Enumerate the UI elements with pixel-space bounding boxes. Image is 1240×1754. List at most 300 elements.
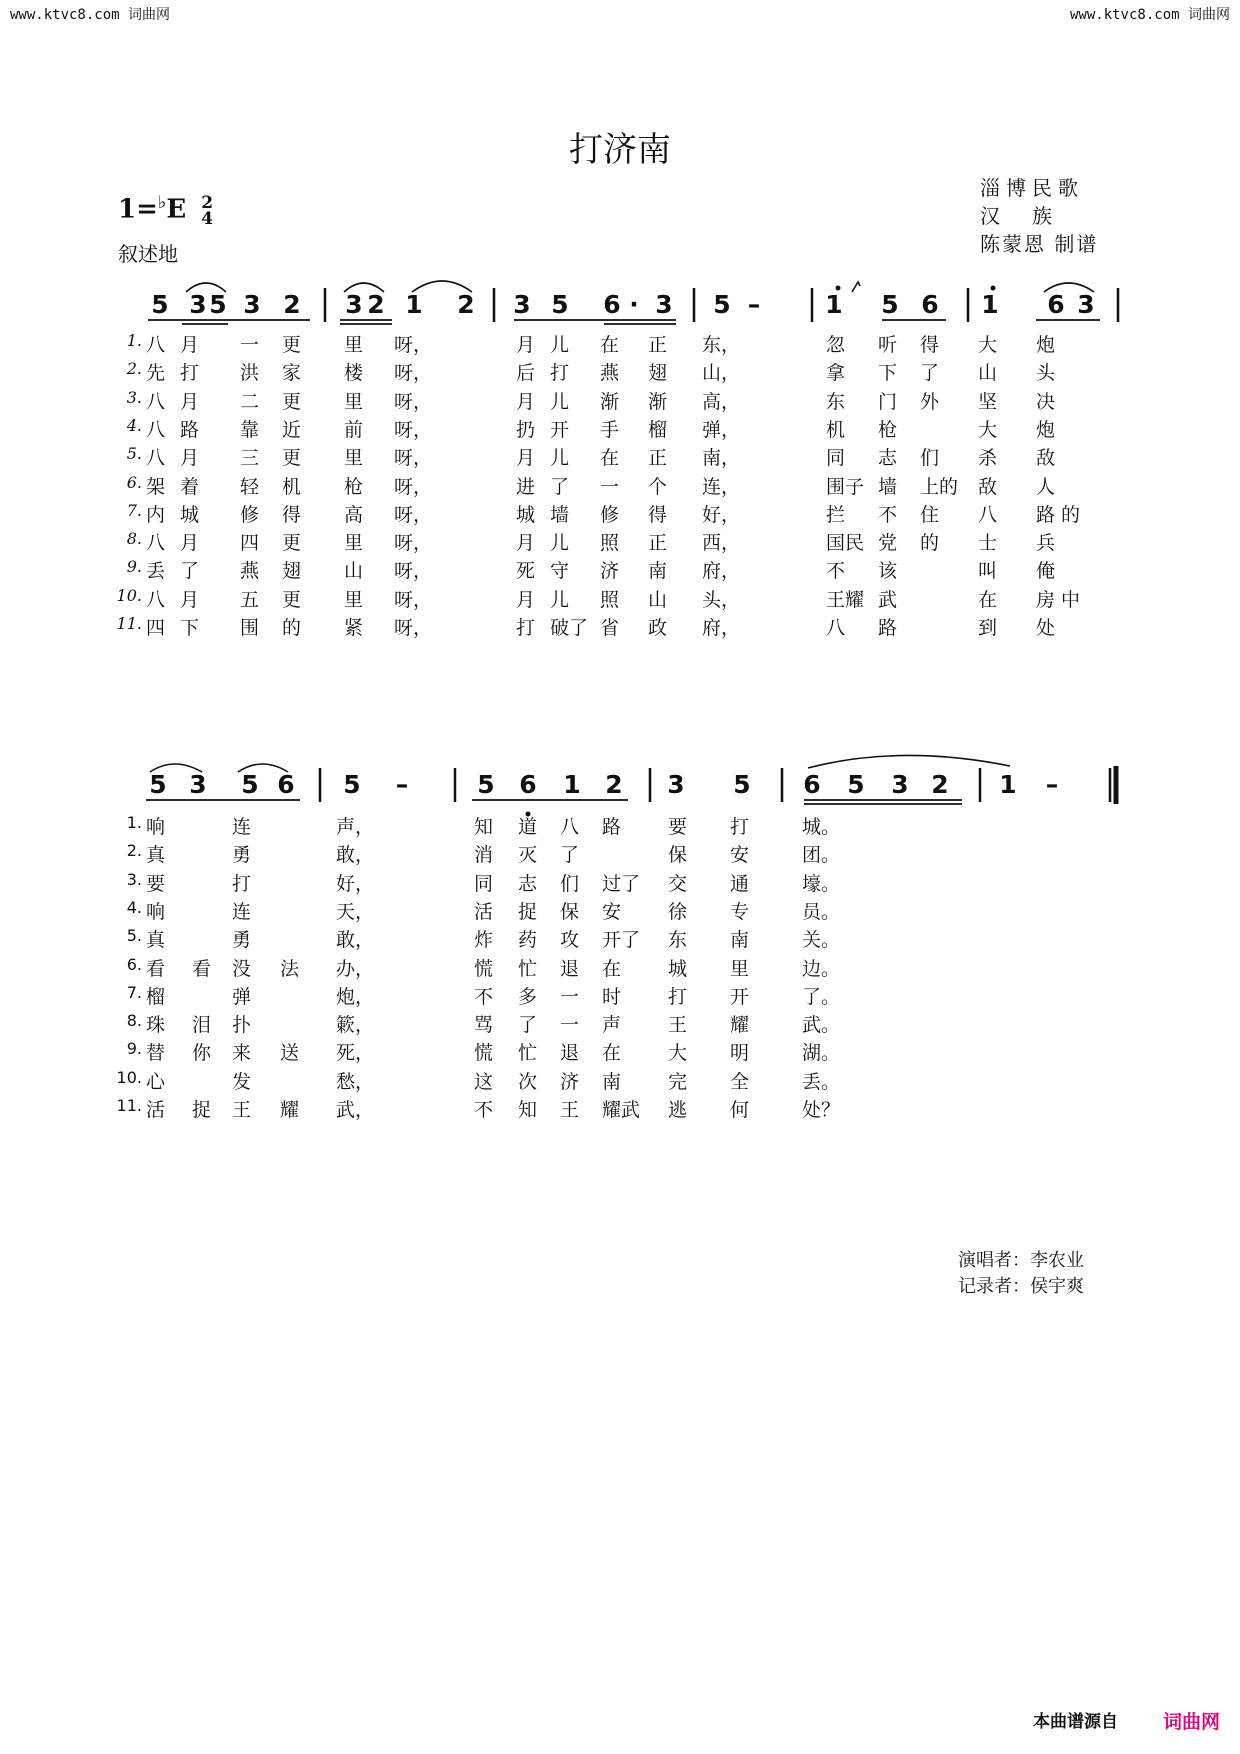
lyric-syllable: 山，: [702, 362, 741, 385]
lyric-syllable: 王: [560, 1099, 580, 1121]
lyric-syllable: 前: [344, 418, 364, 441]
verse-number: 7.: [126, 500, 142, 520]
lyric-syllable: 法: [280, 957, 300, 980]
lyric-syllable: 安: [602, 900, 622, 923]
lyric-syllable: 在: [600, 334, 620, 356]
lyric-syllable: 慌: [474, 1042, 494, 1065]
lyric-syllable: 知: [518, 1099, 538, 1121]
lyric-syllable: 更: [282, 334, 302, 356]
lyric-syllable: 捉: [192, 1099, 212, 1121]
lyric-syllable: 榴: [146, 985, 166, 1008]
lyric-syllable: 路 的: [1036, 503, 1081, 526]
lyric-syllable: 燕: [600, 362, 620, 385]
jianpu-note: 5: [551, 290, 569, 319]
lyric-syllable: 枪: [344, 475, 364, 498]
lyric-syllable: 先: [146, 362, 166, 385]
lyric-syllable: 月: [516, 447, 536, 470]
lyric-syllable: 忙: [518, 957, 538, 980]
lyric-syllable: 呀，: [394, 447, 433, 470]
lyric-syllable: 杀: [978, 447, 998, 470]
lyric-syllable: 儿: [550, 390, 570, 413]
lyric-syllable: 送: [280, 1042, 300, 1065]
lyric-syllable: 大: [668, 1042, 688, 1065]
lyric-syllable: 该: [878, 560, 898, 583]
lyric-syllable: 到: [978, 617, 998, 639]
lyric-syllable: 紧: [344, 617, 364, 639]
lyric-syllable: 更: [282, 588, 302, 611]
jianpu-note: 3: [513, 290, 531, 319]
lyric-syllable: 轻: [240, 475, 260, 498]
lyric-syllable: 扑: [232, 1014, 252, 1037]
lyric-syllable: 看: [192, 957, 212, 980]
lyric-syllable: 下: [878, 362, 898, 385]
lyric-syllable: 保: [560, 900, 580, 923]
lyric-syllable: 打: [516, 617, 536, 639]
lyric-syllable: 八: [146, 418, 166, 441]
lyric-syllable: 知: [474, 816, 494, 838]
lyric-syllable: 里: [344, 532, 364, 555]
lyric-syllable: 四: [146, 617, 166, 639]
jianpu-note: 3: [667, 770, 685, 799]
lyric-syllable: 活: [474, 900, 494, 923]
lyric-syllable: 呀，: [394, 362, 433, 385]
lyric-syllable: 同: [826, 447, 846, 470]
lyric-syllable: 打: [180, 362, 200, 385]
lyric-syllable: 八: [146, 334, 166, 356]
lyric-syllable: 月: [516, 390, 536, 413]
lyric-syllable: 内: [146, 503, 166, 526]
lyric-syllable: 武: [878, 588, 898, 611]
verse-number: 5.: [126, 444, 142, 464]
lyric-syllable: 里: [730, 957, 750, 980]
jianpu-note: 5: [209, 290, 227, 319]
lyric-syllable: 炸: [474, 929, 494, 952]
lyric-syllable: 着: [180, 475, 200, 498]
jianpu-note: 3: [1077, 290, 1095, 319]
lyric-syllable: 敢，: [336, 844, 375, 867]
lyric-syllable: 路: [180, 418, 200, 441]
lyric-syllable: 党: [878, 532, 898, 555]
lyric-syllable: 敌: [1036, 447, 1056, 470]
lyric-syllable: 四: [240, 532, 260, 555]
lyric-syllable: 壕。: [802, 872, 841, 895]
lyric-syllable: 愁，: [336, 1070, 375, 1093]
jianpu-note: 5: [733, 770, 751, 799]
verse-number: 3.: [126, 387, 142, 407]
lyric-syllable: 发: [232, 1070, 252, 1093]
verse-number: 3.: [126, 869, 142, 889]
lyric-syllable: 药: [518, 929, 538, 952]
lyric-syllable: 打: [232, 872, 252, 895]
lyric-syllable: 开: [730, 985, 750, 1008]
lyric-syllable: 儿: [550, 588, 570, 611]
song-title: 打济南: [569, 130, 671, 170]
footer-logo: 词曲网: [1162, 1711, 1220, 1733]
verse-number: 9.: [126, 1039, 142, 1059]
lyric-syllable: 泪: [192, 1014, 212, 1037]
lyric-syllable: 王: [668, 1014, 688, 1037]
lyric-syllable: 架: [146, 475, 166, 498]
lyric-syllable: 连，: [702, 475, 741, 498]
lyric-syllable: 西，: [702, 532, 741, 555]
lyric-syllable: 保: [668, 844, 688, 867]
lyric-syllable: 府，: [702, 560, 741, 583]
lyric-syllable: 丢: [146, 560, 166, 583]
lyric-syllable: 决: [1036, 390, 1056, 413]
jianpu-note: 6: [803, 770, 821, 799]
jianpu-note: 6: [921, 290, 939, 319]
lyric-syllable: 在: [602, 1042, 622, 1065]
lyric-syllable: 翅: [648, 362, 668, 385]
lyric-syllable: 叫: [978, 560, 998, 583]
lyric-syllable: 了: [518, 1014, 538, 1037]
lyric-syllable: 时: [602, 985, 622, 1008]
lyric-syllable: 八: [146, 588, 166, 611]
lyric-syllable: 下: [180, 617, 200, 639]
lyric-syllable: 不: [826, 560, 846, 583]
lyric-syllable: 声: [602, 1014, 622, 1037]
verse-number: 1.: [126, 331, 142, 350]
lyric-syllable: 连: [232, 816, 252, 838]
lyric-syllable: 过了: [602, 872, 641, 895]
lyric-syllable: 了: [180, 560, 200, 583]
lyric-syllable: 高，: [702, 390, 741, 413]
lyric-syllable: 耀: [730, 1014, 750, 1037]
lyric-syllable: 真: [146, 929, 166, 952]
lyric-syllable: 天，: [336, 900, 375, 923]
lyric-syllable: 不: [474, 1099, 494, 1121]
lyric-syllable: 你: [192, 1042, 212, 1065]
lyric-syllable: 退: [560, 957, 580, 980]
header-site-left: www.ktvc8.com 词曲网: [10, 7, 171, 23]
lyric-syllable: 处: [1036, 617, 1056, 639]
lyric-syllable: 安: [730, 844, 750, 867]
lyric-syllable: 明: [730, 1042, 750, 1065]
lyric-syllable: 声，: [336, 816, 375, 838]
lyric-syllable: 手: [600, 418, 620, 441]
jianpu-note: 5: [881, 290, 899, 319]
jianpu-note: 2: [367, 290, 385, 319]
verse-number: 11.: [116, 614, 142, 633]
jianpu-note: 5: [477, 770, 495, 799]
lyric-syllable: 志: [878, 447, 898, 470]
lyric-syllable: 月: [180, 390, 200, 413]
jianpu-note: 2: [605, 770, 623, 799]
lyric-syllable: 头: [1036, 362, 1056, 385]
jianpu-note: 3: [891, 770, 909, 799]
lyric-syllable: 头，: [702, 588, 741, 611]
lyric-syllable: 打: [550, 362, 570, 385]
lyric-syllable: 士: [978, 532, 998, 555]
lyric-syllable: 城: [180, 503, 200, 526]
lyric-syllable: 灭: [518, 844, 538, 867]
lyric-syllable: 二: [240, 390, 260, 413]
recorder-credit: 记录者：侯宇爽: [958, 1276, 1084, 1297]
lyric-syllable: 在: [600, 447, 620, 470]
lyric-syllable: 炮，: [336, 985, 375, 1008]
lyric-syllable: 机: [826, 418, 846, 441]
jianpu-note: 6: [603, 290, 621, 319]
lyric-syllable: 济: [560, 1070, 580, 1093]
lyric-syllable: 炮: [1036, 334, 1056, 356]
verse-number: 8.: [126, 1011, 142, 1031]
lyric-syllable: 丢。: [802, 1070, 841, 1093]
lyric-syllable: 好，: [702, 503, 741, 526]
lyric-syllable: 府，: [702, 617, 741, 639]
lyric-syllable: 山: [978, 362, 998, 385]
lyric-syllable: 弹，: [702, 418, 741, 441]
jianpu-note: ·: [629, 290, 639, 319]
lyric-syllable: 了。: [802, 985, 841, 1008]
time-denominator: 4: [201, 208, 214, 229]
lyric-syllable: 坚: [978, 390, 998, 413]
lyric-syllable: 更: [282, 447, 302, 470]
lyric-syllable: 心: [146, 1070, 166, 1093]
lyric-syllable: 房 中: [1036, 588, 1081, 611]
lyric-syllable: 要: [146, 872, 166, 895]
lyric-syllable: 呀，: [394, 418, 433, 441]
lyric-syllable: 在: [978, 588, 998, 611]
jianpu-note: 6: [1047, 290, 1065, 319]
lyric-syllable: 上的: [920, 475, 959, 498]
lyric-syllable: 里: [344, 334, 364, 356]
lyric-syllable: 围子: [826, 475, 865, 498]
jianpu-note: 5: [343, 770, 361, 799]
lyric-syllable: 湖。: [802, 1042, 841, 1065]
lyric-syllable: 正: [648, 447, 668, 470]
lyric-syllable: 敌: [978, 475, 998, 498]
lyric-syllable: 修: [600, 503, 620, 526]
lyric-syllable: 攻: [560, 929, 580, 952]
flat-sign: ♭: [157, 192, 167, 213]
lyric-syllable: 兵: [1036, 532, 1056, 555]
lyric-syllable: 簌，: [336, 1014, 375, 1037]
lyric-syllable: 更: [282, 532, 302, 555]
lyric-syllable: 城。: [802, 816, 841, 838]
lyric-syllable: 拿: [826, 362, 846, 385]
source-ethnicity: 汉 族: [980, 204, 1058, 228]
lyric-syllable: 一: [600, 475, 620, 498]
lyric-syllable: 照: [600, 532, 620, 555]
lyric-syllable: 听: [878, 334, 898, 356]
lyric-syllable: 南: [730, 929, 750, 952]
lyric-syllable: 八: [146, 447, 166, 470]
verse-number: 8.: [126, 529, 142, 549]
lyric-syllable: 得: [920, 334, 940, 356]
lyric-syllable: 机: [282, 475, 302, 498]
lyric-syllable: 呀，: [394, 532, 433, 555]
verse-number: 4.: [126, 415, 142, 435]
lyric-syllable: 拦: [826, 503, 846, 526]
lyric-syllable: 门: [878, 390, 898, 413]
lyric-syllable: 没: [232, 957, 252, 980]
verse-number: 6.: [126, 954, 142, 974]
lyric-syllable: 外: [920, 390, 940, 413]
lyric-syllable: 要: [668, 816, 688, 838]
lyric-syllable: 月: [180, 532, 200, 555]
lyric-syllable: 死: [516, 560, 536, 583]
lyric-syllable: 省: [600, 617, 620, 639]
lyric-syllable: 近: [282, 418, 302, 441]
lyric-syllable: 人: [1036, 475, 1056, 498]
lyric-syllable: 不: [474, 985, 494, 1008]
lyric-syllable: 高: [344, 503, 364, 526]
lyric-syllable: 呀，: [394, 617, 433, 639]
jianpu-note: 3: [655, 290, 673, 319]
lyric-syllable: 捉: [518, 900, 538, 923]
lyric-syllable: 城: [516, 503, 536, 526]
lyric-syllable: 更: [282, 390, 302, 413]
lyric-syllable: 围: [240, 617, 260, 639]
lyric-syllable: 楼: [344, 362, 364, 385]
lyric-syllable: 的: [282, 617, 302, 639]
lyric-syllable: 通: [730, 872, 750, 895]
lyric-syllable: 得: [282, 503, 302, 526]
lyric-syllable: 敢，: [336, 929, 375, 952]
lyric-syllable: 家: [282, 362, 302, 385]
lyric-syllable: 月: [516, 532, 536, 555]
lyric-syllable: 城: [668, 957, 688, 980]
lyric-syllable: 了: [920, 362, 940, 385]
lyric-syllable: 关。: [802, 929, 841, 952]
jianpu-note: –: [747, 290, 761, 319]
lyric-syllable: 墙: [550, 503, 570, 526]
lyric-syllable: 耀武: [602, 1099, 641, 1121]
lyric-syllable: 真: [146, 844, 166, 867]
lyric-syllable: 得: [648, 503, 668, 526]
lyric-syllable: 进: [516, 475, 536, 498]
lyric-syllable: 呀，: [394, 334, 433, 356]
lyric-syllable: 打: [730, 816, 750, 838]
lyric-syllable: 东: [826, 390, 846, 413]
lyric-syllable: 枪: [878, 418, 898, 441]
header-site-right: www.ktvc8.com 词曲网: [1069, 7, 1230, 23]
lyric-syllable: 里: [344, 447, 364, 470]
jianpu-note: –: [395, 770, 409, 799]
lyric-syllable: 八: [146, 390, 166, 413]
lyric-syllable: 志: [518, 872, 538, 895]
verse-number: 11.: [116, 1096, 142, 1115]
lyric-syllable: 炮: [1036, 418, 1056, 441]
lyric-syllable: 全: [730, 1070, 750, 1093]
lyric-syllable: 三: [240, 447, 260, 470]
lyric-syllable: 王: [232, 1099, 252, 1121]
lyric-syllable: 渐: [600, 390, 620, 413]
lyric-syllable: 们: [920, 447, 940, 470]
jianpu-note: –: [1045, 770, 1059, 799]
lyric-syllable: 死，: [336, 1042, 375, 1065]
lyric-syllable: 了: [550, 475, 570, 498]
lyric-syllable: 八: [826, 617, 846, 639]
jianpu-note: 3: [189, 770, 207, 799]
lyric-syllable: 慌: [474, 957, 494, 980]
lyric-syllable: 这: [474, 1070, 494, 1093]
lyric-syllable: 活: [146, 1099, 166, 1121]
lyric-syllable: 正: [648, 334, 668, 356]
lyric-syllable: 不: [878, 503, 898, 526]
tempo-marking: 叙述地: [118, 242, 178, 266]
jianpu-note: 1: [981, 290, 999, 319]
lyric-syllable: 呀，: [394, 390, 433, 413]
lyric-syllable: 办，: [336, 957, 375, 980]
lyric-syllable: 消: [474, 844, 494, 867]
lyric-syllable: 儿: [550, 447, 570, 470]
lyric-syllable: 处？: [802, 1099, 841, 1121]
lyric-syllable: 道: [518, 816, 538, 838]
lyric-syllable: 扔: [516, 418, 536, 441]
lyric-syllable: 南: [602, 1070, 622, 1093]
lyric-syllable: 路: [878, 617, 898, 639]
lyric-syllable: 翅: [282, 560, 302, 583]
lyric-syllable: 呀，: [394, 503, 433, 526]
jianpu-note: 5: [241, 770, 259, 799]
singer-credit: 演唱者：李农业: [958, 1250, 1084, 1271]
lyric-syllable: 忽: [826, 334, 846, 356]
lyric-syllable: 里: [344, 390, 364, 413]
lyric-syllable: 燕: [240, 560, 260, 583]
lyric-syllable: 儿: [550, 334, 570, 356]
verse-number: 10.: [116, 1067, 142, 1087]
lyric-syllable: 呀，: [394, 560, 433, 583]
key-note: E: [166, 194, 187, 225]
lyric-syllable: 墙: [878, 475, 898, 498]
lyric-syllable: 开了: [602, 929, 641, 952]
lyric-syllable: 八: [146, 532, 166, 555]
lyric-syllable: 月: [516, 334, 536, 356]
jianpu-note: 2: [283, 290, 301, 319]
verse-number: 5.: [126, 926, 142, 946]
lyric-syllable: 俺: [1036, 560, 1056, 583]
lyric-syllable: 山: [344, 560, 364, 583]
lyric-syllable: 开: [550, 418, 570, 441]
lyric-syllable: 勇: [232, 929, 252, 952]
lyric-syllable: 一: [240, 334, 260, 356]
verse-number: 7.: [126, 982, 142, 1002]
lyric-syllable: 东: [668, 929, 688, 952]
lyric-syllable: 响: [146, 900, 166, 923]
verse-number: 10.: [116, 585, 142, 605]
lyric-syllable: 八: [560, 816, 580, 838]
lyric-syllable: 路: [602, 816, 622, 838]
lyric-syllable: 月: [180, 447, 200, 470]
source-origin: 淄博民歌: [980, 176, 1084, 200]
lyric-syllable: 多: [518, 985, 538, 1008]
lyric-syllable: 东，: [702, 334, 741, 356]
lyric-syllable: 专: [730, 900, 750, 923]
lyric-syllable: 弹: [232, 985, 252, 1008]
jianpu-note: 2: [457, 290, 475, 319]
lyric-syllable: 珠: [146, 1014, 166, 1037]
lyric-syllable: 靠: [240, 418, 260, 441]
jianpu-note: 3: [243, 290, 261, 319]
verse-number: 9.: [126, 557, 142, 577]
lyric-syllable: 了: [560, 844, 580, 867]
source-arranger: 陈蒙恩 制谱: [980, 232, 1099, 256]
lyric-syllable: 员。: [802, 900, 841, 923]
lyric-syllable: 一: [560, 985, 580, 1008]
lyric-syllable: 看: [146, 957, 166, 980]
lyric-syllable: 后: [516, 362, 536, 385]
lyric-syllable: 住: [920, 503, 940, 526]
lyric-syllable: 们: [560, 872, 580, 895]
jianpu-note: 3: [345, 290, 363, 319]
lyric-syllable: 在: [602, 957, 622, 980]
lyric-syllable: 国民: [826, 532, 865, 555]
jianpu-note: 5: [151, 290, 169, 319]
lyric-syllable: 照: [600, 588, 620, 611]
lyric-syllable: 打: [668, 985, 688, 1008]
lyric-syllable: 耀: [280, 1099, 300, 1121]
